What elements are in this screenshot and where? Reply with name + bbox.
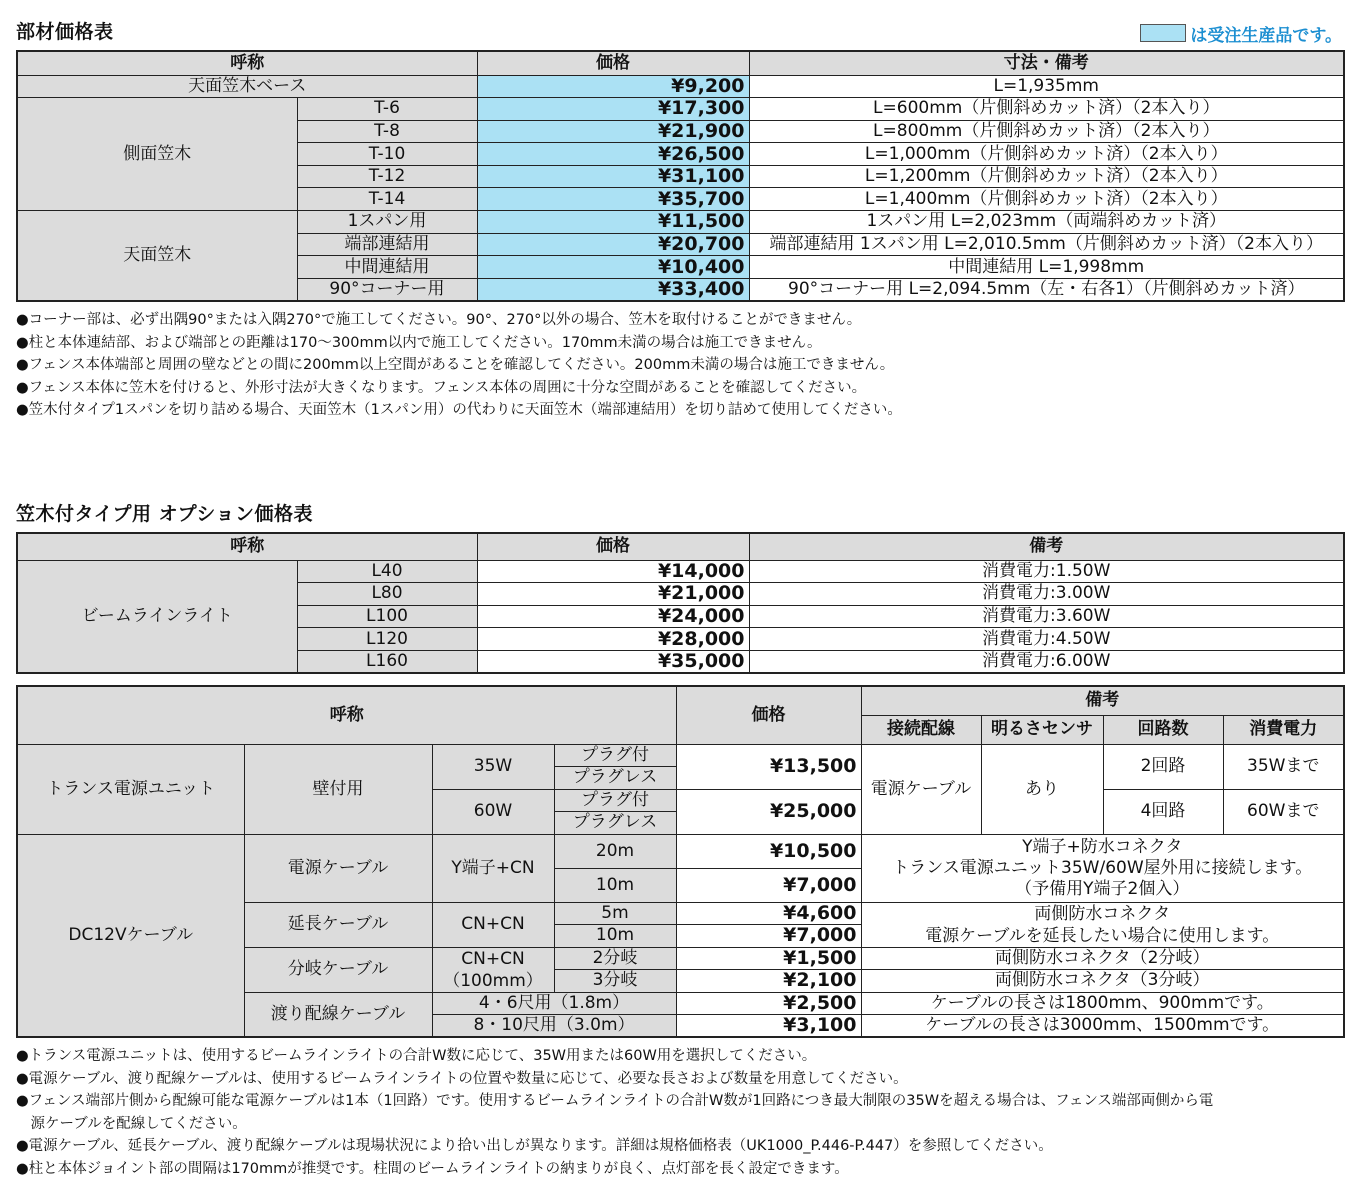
- power-note-line: （予備用Y端子2個入）: [1015, 878, 1190, 899]
- branch-3way: 3分岐: [554, 970, 676, 993]
- length-20m: 20m: [554, 834, 676, 868]
- parts-price-table: [16, 50, 1345, 302]
- crossover-cable-label: 渡り配線ケーブル: [244, 992, 432, 1037]
- price-branch-2: ¥1,500: [676, 947, 861, 970]
- group-label: 側面笠木: [17, 98, 297, 211]
- row-price: ¥20,700: [477, 233, 749, 256]
- row-price: ¥9,200: [477, 75, 749, 98]
- header-price: 価格: [477, 533, 749, 560]
- row-price: ¥35,000: [477, 650, 749, 673]
- section1-title: 部材価格表: [16, 21, 114, 43]
- plugless-label: プラグレス: [554, 812, 676, 835]
- row-label: L80: [297, 583, 477, 606]
- plugless-label: プラグレス: [554, 767, 676, 790]
- row-price: ¥17,300: [477, 98, 749, 121]
- note-item: ●電源ケーブル、延長ケーブル、渡り配線ケーブルは現場状況により拾い出しが異なります。詳細は規格価格表（UK1000_P.446-P.447）を参照してください。: [16, 1138, 1053, 1154]
- note-item: ●コーナー部は、必ず出隅90°または入隅270°で施工してください。90°、270°以外の場合、笠木を取付けることができません。: [16, 312, 862, 328]
- note-item: ●柱と本体ジョイント部の間隔は170mmが推奨です。柱間のビームラインライトの納まりが良く、点灯部を長く設定できます。: [16, 1160, 849, 1177]
- row-note: 90°コーナー用 L=2,094.5mm（左・右各1）（片側斜めカット済）: [749, 278, 1344, 301]
- row-note: L=1,200mm（片側斜めカット済）（2本入り）: [749, 165, 1344, 188]
- row-note: 消費電力:1.50W: [749, 560, 1344, 583]
- note-item: ●電源ケーブル、渡り配線ケーブルは、使用するビームラインライトの位置や数量に応じて、必要な長さおよび数量を用意してください。: [16, 1070, 908, 1087]
- header-power: 消費電力: [1223, 715, 1344, 744]
- row-note: L=1,400mm（片側斜めカット済）（2本入り）: [749, 188, 1344, 211]
- note-item: ●フェンス本体端部と周囲の壁などとの間に200mm以上空間があることを確認してください。200mm未満の場合は施工できません。: [16, 357, 895, 373]
- option-price-table: [16, 532, 1345, 674]
- power-note-line: トランス電源ユニット35W/60W屋外用に接続します。: [892, 857, 1313, 878]
- row-price: ¥10,400: [477, 256, 749, 279]
- row-note: 消費電力:3.60W: [749, 605, 1344, 628]
- row-label: T-14: [297, 188, 477, 211]
- row-note: 消費電力:6.00W: [749, 650, 1344, 673]
- extension-note-line: 両側防水コネクタ: [1034, 903, 1171, 924]
- plug-label: プラグ付: [554, 744, 676, 767]
- row-price: ¥35,700: [477, 188, 749, 211]
- power-note-line: Y端子+防水コネクタ: [1022, 836, 1183, 857]
- wattage-35w: 35W: [432, 744, 554, 789]
- length-10m: 10m: [554, 868, 676, 902]
- header-remarks: 備考: [861, 686, 1344, 715]
- price-ext-10m: ¥7,000: [676, 925, 861, 948]
- row-label: L160: [297, 650, 477, 673]
- made-to-order-swatch: [1140, 24, 1186, 42]
- crossover-size-1: 4・6尺用（1.8m）: [432, 992, 676, 1015]
- crossover-note-2: ケーブルの長さは3000mm、1500mmです。: [861, 1015, 1344, 1038]
- row-label: 端部連結用: [297, 233, 477, 256]
- row-label: 中間連結用: [297, 256, 477, 279]
- branch-note-2: 両側防水コネクタ（2分岐）: [861, 947, 1344, 970]
- header-circuits: 回路数: [1103, 715, 1223, 744]
- power-60w: 60Wまで: [1223, 789, 1344, 834]
- row-price: ¥28,000: [477, 628, 749, 651]
- branch-cable-type: [432, 947, 554, 992]
- made-to-order-legend: [1140, 22, 1342, 44]
- branch-2way: 2分岐: [554, 947, 676, 970]
- header-name: 呼称: [17, 51, 477, 75]
- row-price: ¥24,000: [477, 605, 749, 628]
- row-note: 1スパン用 L=2,023mm（両端斜めカット済）: [749, 211, 1344, 234]
- row-label: 90°コーナー用: [297, 278, 477, 301]
- note-item: 源ケーブルを配線してください。: [16, 1115, 247, 1132]
- row-label: T-6: [297, 98, 477, 121]
- branch-type-line: CN+CN: [461, 948, 525, 969]
- row-note: L=800mm（片側斜めカット済）（2本入り）: [749, 120, 1344, 143]
- branch-note-3: 両側防水コネクタ（3分岐）: [861, 970, 1344, 993]
- group-label: 天面笠木: [17, 211, 297, 301]
- length-10m: 10m: [554, 925, 676, 948]
- header-price: 価格: [676, 686, 861, 744]
- header-wiring: 接続配線: [861, 715, 981, 744]
- row-label: T-10: [297, 143, 477, 166]
- note-item: ●柱と本体連結部、および端部との距離は170～300mm以内で施工してください。170mm未満の場合は施工できません。: [16, 334, 822, 351]
- circuits-35w: 2回路: [1103, 744, 1223, 789]
- row-price: ¥26,500: [477, 143, 749, 166]
- row-price: ¥21,000: [477, 583, 749, 606]
- header-name: 呼称: [17, 686, 676, 744]
- legend-text: は受注生産品です。: [1190, 25, 1342, 46]
- section2-title: 笠木付タイプ用 オプション価格表: [16, 503, 313, 525]
- price-60w: ¥25,000: [676, 789, 861, 834]
- branch-type-line: （100mm）: [443, 970, 543, 991]
- row-label: 天面笠木ベース: [17, 75, 477, 98]
- row-note: 消費電力:4.50W: [749, 628, 1344, 651]
- note-item: ●フェンス本体に笠木を付けると、外形寸法が大きくなります。フェンス本体の周囲に十分な空間があることを確認してください。: [16, 379, 867, 396]
- price-branch-3: ¥2,100: [676, 970, 861, 993]
- extension-note-line: 電源ケーブルを延長したい場合に使用します。: [925, 925, 1280, 946]
- power-cable-note: [861, 834, 1344, 902]
- price-crossover-1: ¥2,500: [676, 992, 861, 1015]
- row-label: L100: [297, 605, 477, 628]
- header-name: 呼称: [17, 533, 477, 560]
- power-35w: 35Wまで: [1223, 744, 1344, 789]
- price-10m: ¥7,000: [676, 868, 861, 902]
- row-price: ¥33,400: [477, 278, 749, 301]
- price-35w: ¥13,500: [676, 744, 861, 789]
- price-crossover-2: ¥3,100: [676, 1015, 861, 1038]
- row-label: L40: [297, 560, 477, 583]
- header-sensor: 明るさセンサ: [981, 715, 1103, 744]
- length-5m: 5m: [554, 902, 676, 925]
- row-price: ¥21,900: [477, 120, 749, 143]
- branch-cable-label: 分岐ケーブル: [244, 947, 432, 992]
- row-label: T-12: [297, 165, 477, 188]
- note-item: ●笠木付タイプ1スパンを切り詰める場合、天面笠木（1スパン用）の代わりに天面笠木（端部連結用）を切り詰めて使用してください。: [16, 402, 902, 418]
- group-label: ビームラインライト: [17, 560, 297, 673]
- row-label: 1スパン用: [297, 211, 477, 234]
- note-item: ●トランス電源ユニットは、使用するビームラインライトの合計W数に応じて、35W用または60W用を選択してください。: [16, 1048, 817, 1064]
- extension-cable-type: CN+CN: [432, 902, 554, 947]
- wiring-value: 電源ケーブル: [861, 744, 981, 834]
- wattage-60w: 60W: [432, 789, 554, 834]
- section1-notes: [16, 309, 902, 422]
- power-cable-type: Y端子+CN: [432, 834, 554, 902]
- trans-unit-label: トランス電源ユニット: [17, 744, 244, 834]
- header-notes: 寸法・備考: [749, 51, 1344, 75]
- price-5m: ¥4,600: [676, 902, 861, 925]
- dc-cable-price-table: [16, 685, 1345, 1038]
- row-note: L=1,000mm（片側斜めカット済）（2本入り）: [749, 143, 1344, 166]
- plug-label: プラグ付: [554, 789, 676, 812]
- note-item: ●フェンス端部片側から配線可能な電源ケーブルは1本（1回路）です。使用するビームラインライトの合計W数が1回路につき最大制限の35Wを超える場合は、フェンス端部両側から電: [16, 1093, 1214, 1109]
- power-cable-label: 電源ケーブル: [244, 834, 432, 902]
- row-price: ¥14,000: [477, 560, 749, 583]
- row-note: L=1,935mm: [749, 75, 1344, 98]
- row-note: L=600mm（片側斜めカット済）（2本入り）: [749, 98, 1344, 121]
- circuits-60w: 4回路: [1103, 789, 1223, 834]
- row-label: T-8: [297, 120, 477, 143]
- dc12v-cable-label: DC12Vケーブル: [17, 834, 244, 1037]
- price-20m: ¥10,500: [676, 834, 861, 868]
- row-note: 端部連結用 1スパン用 L=2,010.5mm（片側斜めカット済）（2本入り）: [749, 233, 1344, 256]
- extension-cable-note: [861, 902, 1344, 947]
- row-note: 中間連結用 L=1,998mm: [749, 256, 1344, 279]
- wall-mount-label: 壁付用: [244, 744, 432, 834]
- crossover-note-1: ケーブルの長さは1800mm、900mmです。: [861, 992, 1344, 1015]
- header-price: 価格: [477, 51, 749, 75]
- row-price: ¥31,100: [477, 165, 749, 188]
- crossover-size-2: 8・10尺用（3.0m）: [432, 1015, 676, 1038]
- extension-cable-label: 延長ケーブル: [244, 902, 432, 947]
- sensor-value: あり: [981, 744, 1103, 834]
- row-price: ¥11,500: [477, 211, 749, 234]
- row-note: 消費電力:3.00W: [749, 583, 1344, 606]
- row-label: L120: [297, 628, 477, 651]
- header-notes: 備考: [749, 533, 1344, 560]
- section3-notes: [16, 1045, 1213, 1180]
